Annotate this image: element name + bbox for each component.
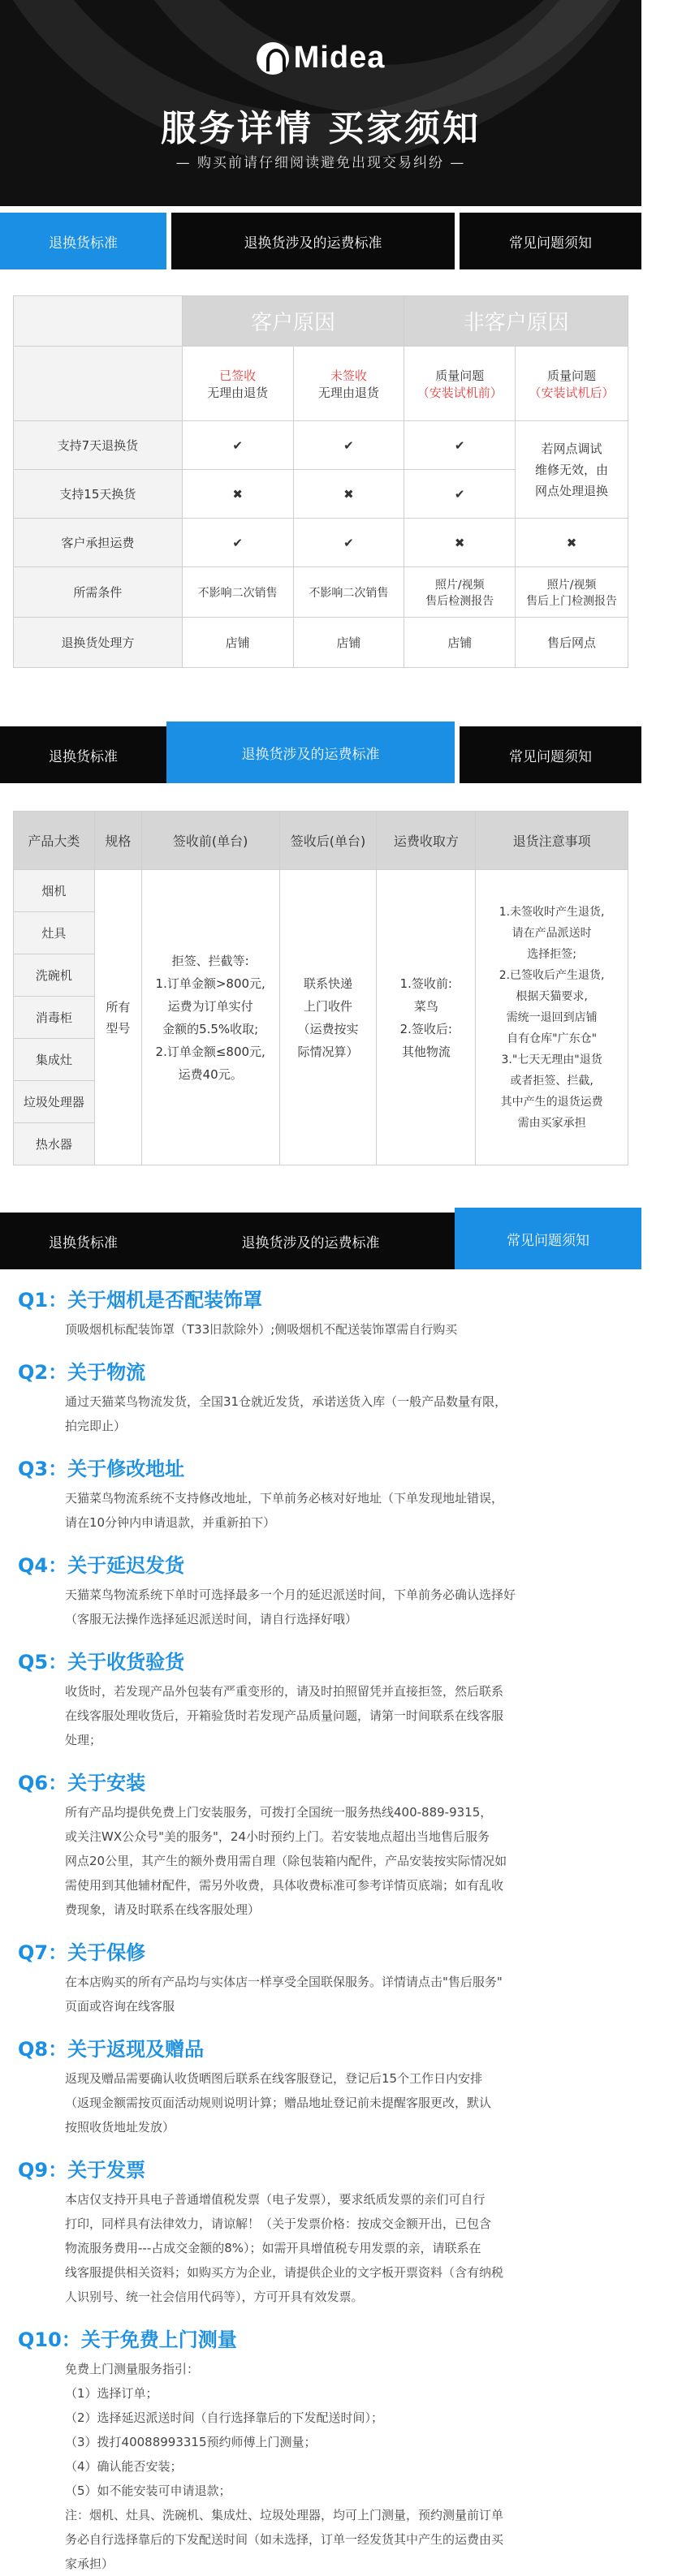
page-subtitle: — 购买前请仔细阅读避免出现交易纠纷 — — [175, 155, 466, 171]
tab-freight-standard[interactable]: 退换货涉及的运费标准 — [166, 213, 455, 269]
faq-answer-line: （2）选择延迟派送时间（自行选择靠后的下发配送时间）； — [65, 2410, 384, 2425]
faq-question: Q9：关于发票 — [18, 2159, 146, 2182]
faq-answer-line: 顶吸烟机标配装饰罩（T33旧款除外）;侧吸烟机不配送装饰罩需自行购买 — [65, 1322, 458, 1337]
after-sign-cell: 联系快递 上门收件 （运费按实 际情况算） — [279, 870, 377, 1165]
product-category: 灶具 — [14, 912, 95, 954]
faq-answer-line: 页面或咨询在线客服 — [65, 1999, 175, 2014]
faq-answer-line: 免费上门测量服务指引： — [65, 2362, 200, 2376]
tab-return-standard[interactable]: 退换货标准 — [49, 748, 118, 765]
faq-answer-line: 所有产品均提供免费上门安装服务，可拨打全国统一服务热线400-889-9315， — [65, 1805, 493, 1820]
faq-answer-line: 物流服务费用---占成交金额的8%）；如需开具增值税专用发票的亲，请联系在 — [65, 2241, 481, 2255]
faq-answer-line: （返现金额需按页面活动规则说明计算；赠品地址登记前未提醒客服更改，默认 — [65, 2096, 492, 2110]
faq-answer-line: （5）如不能安装可申请退款； — [65, 2483, 231, 2498]
faq-answer-line: 线客服提供相关资料；如购买方为企业，请提供企业的文字板开票资料（含有纳税 — [65, 2265, 504, 2280]
faq-answer — [65, 1679, 624, 1752]
tab-return-standard[interactable]: 退换货标准 — [49, 1234, 118, 1251]
faq-answer-line: 天猫菜鸟物流系统不支持修改地址，下单前务必核对好地址（下单发现地址错误， — [65, 1491, 504, 1506]
table-row: 客户承担运费 ✔ ✔ ✖ ✖ — [14, 519, 628, 567]
product-category: 垃圾处理器 — [14, 1081, 95, 1123]
return-notes-cell: 1.未签收时产生退货, 请在产品派送时 选择拒签; 2.已签收后产生退货, 根据天猫要求, 需统一退回到店铺 自有仓库"广东仓" 3."七天无理由"退货 或者拒签、拦截, 其中产生的退货运费 需由买家承担 — [476, 870, 628, 1165]
freight-payer-cell: 1.签收前: 菜鸟 2.签收后: 其他物流 — [377, 870, 476, 1165]
faq-question: Q1：关于烟机是否配装饰罩 — [18, 1289, 263, 1312]
faq-answer-line: 在线客服处理收货后，开箱验货时若发现产品质量问题，请第一时间联系在线客服 — [65, 1708, 504, 1723]
header-noncustomer-reason: 非客户原因 — [404, 296, 628, 347]
hero-banner — [0, 0, 641, 206]
faq-question: Q10：关于免费上门测量 — [18, 2328, 237, 2351]
tab-freight-standard[interactable]: 退换货涉及的运费标准 — [166, 722, 455, 783]
faq-question: Q8：关于返现及赠品 — [18, 2038, 205, 2061]
faq-answer — [65, 1486, 624, 1535]
return-standard-table — [13, 295, 628, 668]
tab-freight-standard[interactable]: 退换货涉及的运费标准 — [241, 1234, 380, 1251]
faq-answer-line: 人识别号、统一社会信用代码等），方可开具有效发票。 — [65, 2290, 364, 2304]
header-customer-reason: 客户原因 — [182, 296, 404, 347]
faq-question: Q7：关于保修 — [18, 1941, 146, 1964]
tab-return-standard[interactable]: 退换货标准 — [0, 213, 166, 269]
product-category: 消毒柜 — [14, 997, 95, 1039]
product-category: 烟机 — [14, 870, 95, 912]
faq-answer-line: 家承担） — [65, 2557, 114, 2571]
col-unsigned: 未签收 无理由退货 — [293, 347, 404, 421]
faq-answer — [65, 1583, 624, 1631]
tab-faq[interactable]: 常见问题须知 — [455, 1208, 641, 1269]
faq-section — [0, 1284, 641, 2576]
faq-question: Q2：关于物流 — [18, 1361, 146, 1384]
faq-answer-line: 处理； — [65, 1733, 102, 1747]
faq-answer-line: 本店仅支持开具电子普通增值税发票（电子发票），要求纸质发票的亲们可自行 — [65, 2192, 486, 2207]
faq-answer-line: 在本店购买的所有产品均与实体店一样享受全国联保服务。详情请点击"售后服务" — [65, 1975, 503, 1989]
tab-bar-3 — [0, 1213, 641, 1269]
faq-answer-line: 收货时，若发现产品外包装有严重变形的，请及时拍照留凭并直接拒签，然后联系 — [65, 1684, 504, 1699]
faq-answer-line: 网点20公里，其产生的额外费用需自理（除包装箱内配件，产品安装按实际情况如 — [65, 1854, 507, 1868]
tab-bar-2 — [0, 726, 641, 783]
faq-answer — [65, 1800, 624, 1922]
table-row: 支持7天退换货 ✔ ✔ ✔ 若网点调试 维修无效，由 网点处理退换 — [14, 421, 628, 470]
faq-question: Q4：关于延迟发货 — [18, 1554, 185, 1577]
tab-faq[interactable]: 常见问题须知 — [455, 726, 641, 783]
col-signed: 已签收 无理由退货 — [182, 347, 293, 421]
freight-standard-table: 产品大类 规格 签收前(单台) 签收后(单台) 运费收取方 退货注意事项 烟机 所有 型号 拒签、拦截等: 1.订单金额>800元, 运费为订单实付 金额的5.5%收取; 2.订单金额≤800元, 运费40元。 联系快递 上门收件 （运费按实 际情况算） 1.签收前: 菜鸟 2.签收后: 其他物流 1.未签收时产生退货, 请在产品派送时 选择拒签; 2.已签收后产生退货, 根据天猫要求, 需统一退回到店铺 自有仓库"广东仓" 3."七天无理由"退货 或者拒签、拦截, 其中产生的退货运费 需由买家承担 灶具 洗碗机 消毒柜 集成灶 垃圾处理器 热水器 — [13, 811, 628, 1165]
freight-standard-section — [0, 811, 641, 1165]
faq-answer — [65, 1389, 624, 1438]
page-title: 服务详情 买家须知 — [160, 108, 481, 149]
logo-text: Midea — [293, 41, 386, 75]
faq-answer-line: 返现及赠品需要确认收货晒图后联系在线客服登记，登记后15个工作日内安排 — [65, 2071, 483, 2086]
product-category: 洗碗机 — [14, 954, 95, 997]
faq-answer-line: 费现象，请及时联系在线客服处理） — [65, 1902, 261, 1917]
faq-answer-line: 通过天猫菜鸟物流发货，全国31仓就近发货，承诺送货入库（一般产品数量有限， — [65, 1394, 507, 1409]
faq-answer-line: （客服无法操作选择延迟派送时间，请自行选择好哦） — [65, 1612, 358, 1626]
table-row: 所需条件 不影响二次销售 不影响二次销售 照片/视频 售后检测报告 照片/视频 售后上门检测报告 — [14, 567, 628, 618]
tab-bar-1 — [0, 213, 641, 269]
return-standard-section — [0, 295, 641, 668]
faq-answer-line: （1）选择订单； — [65, 2386, 158, 2401]
faq-answer-line: 按照收货地址发放） — [65, 2120, 175, 2134]
midea-logo-icon — [257, 42, 289, 75]
faq-answer — [65, 1317, 624, 1342]
faq-answer — [65, 2357, 624, 2576]
product-category: 集成灶 — [14, 1039, 95, 1081]
faq-answer — [65, 2187, 624, 2309]
faq-question: Q3：关于修改地址 — [18, 1458, 185, 1480]
faq-answer-line: （3）拨打40088993315预约师傅上门测量； — [65, 2435, 317, 2449]
faq-answer-line: 务必自行选择靠后的下发配送时间（如未选择，订单一经发货其中产生的运费由买 — [65, 2532, 504, 2547]
spec-cell: 所有 型号 — [94, 870, 141, 1165]
before-sign-cell: 拒签、拦截等: 1.订单金额>800元, 运费为订单实付 金额的5.5%收取; 2.订单金额≤800元, 运费40元。 — [141, 870, 279, 1165]
faq-answer-line: 天猫菜鸟物流系统下单时可选择最多一个月的延迟派送时间，下单前务必确认选择好 — [65, 1587, 516, 1602]
col-quality-before: 质量问题 （安装试机前） — [404, 347, 516, 421]
product-category: 热水器 — [14, 1123, 95, 1165]
faq-answer — [65, 1970, 624, 2018]
faq-question: Q5：关于收货验货 — [18, 1651, 185, 1674]
merged-note: 若网点调试 维修无效，由 网点处理退换 — [516, 421, 628, 519]
table-row: 支持15天换货 ✖ ✖ ✔ — [14, 470, 628, 519]
faq-answer-line: 拍完即止） — [65, 1419, 127, 1433]
faq-answer-line: 需使用到其他辅材配件，需另外收费，具体收费标准可参考详情页底端；如有乱收 — [65, 1878, 504, 1893]
faq-answer-line: 或关注WX公众号"美的服务"，24小时预约上门。若安装地点超出当地售后服务 — [65, 1829, 490, 1844]
brand-logo — [0, 41, 641, 75]
table-row: 退换货处理方 店铺 店铺 店铺 售后网点 — [14, 618, 628, 668]
faq-answer-line: 打印，同样具有法律效力，请谅解！（关于发票价格：按成交金额开出，已包含 — [65, 2216, 492, 2231]
faq-answer-line: （4）确认能否安装； — [65, 2459, 183, 2474]
faq-answer — [65, 2066, 624, 2139]
tab-faq[interactable]: 常见问题须知 — [455, 213, 641, 269]
col-quality-after: 质量问题 （安装试机后） — [516, 347, 628, 421]
faq-question: Q6：关于安装 — [18, 1772, 146, 1794]
faq-answer-line: 注：烟机、灶具、洗碗机、集成灶、垃圾处理器，均可上门测量，预约测量前订单 — [65, 2508, 504, 2522]
faq-answer-line: 请在10分钟内申请退款，并重新拍下） — [65, 1515, 276, 1530]
